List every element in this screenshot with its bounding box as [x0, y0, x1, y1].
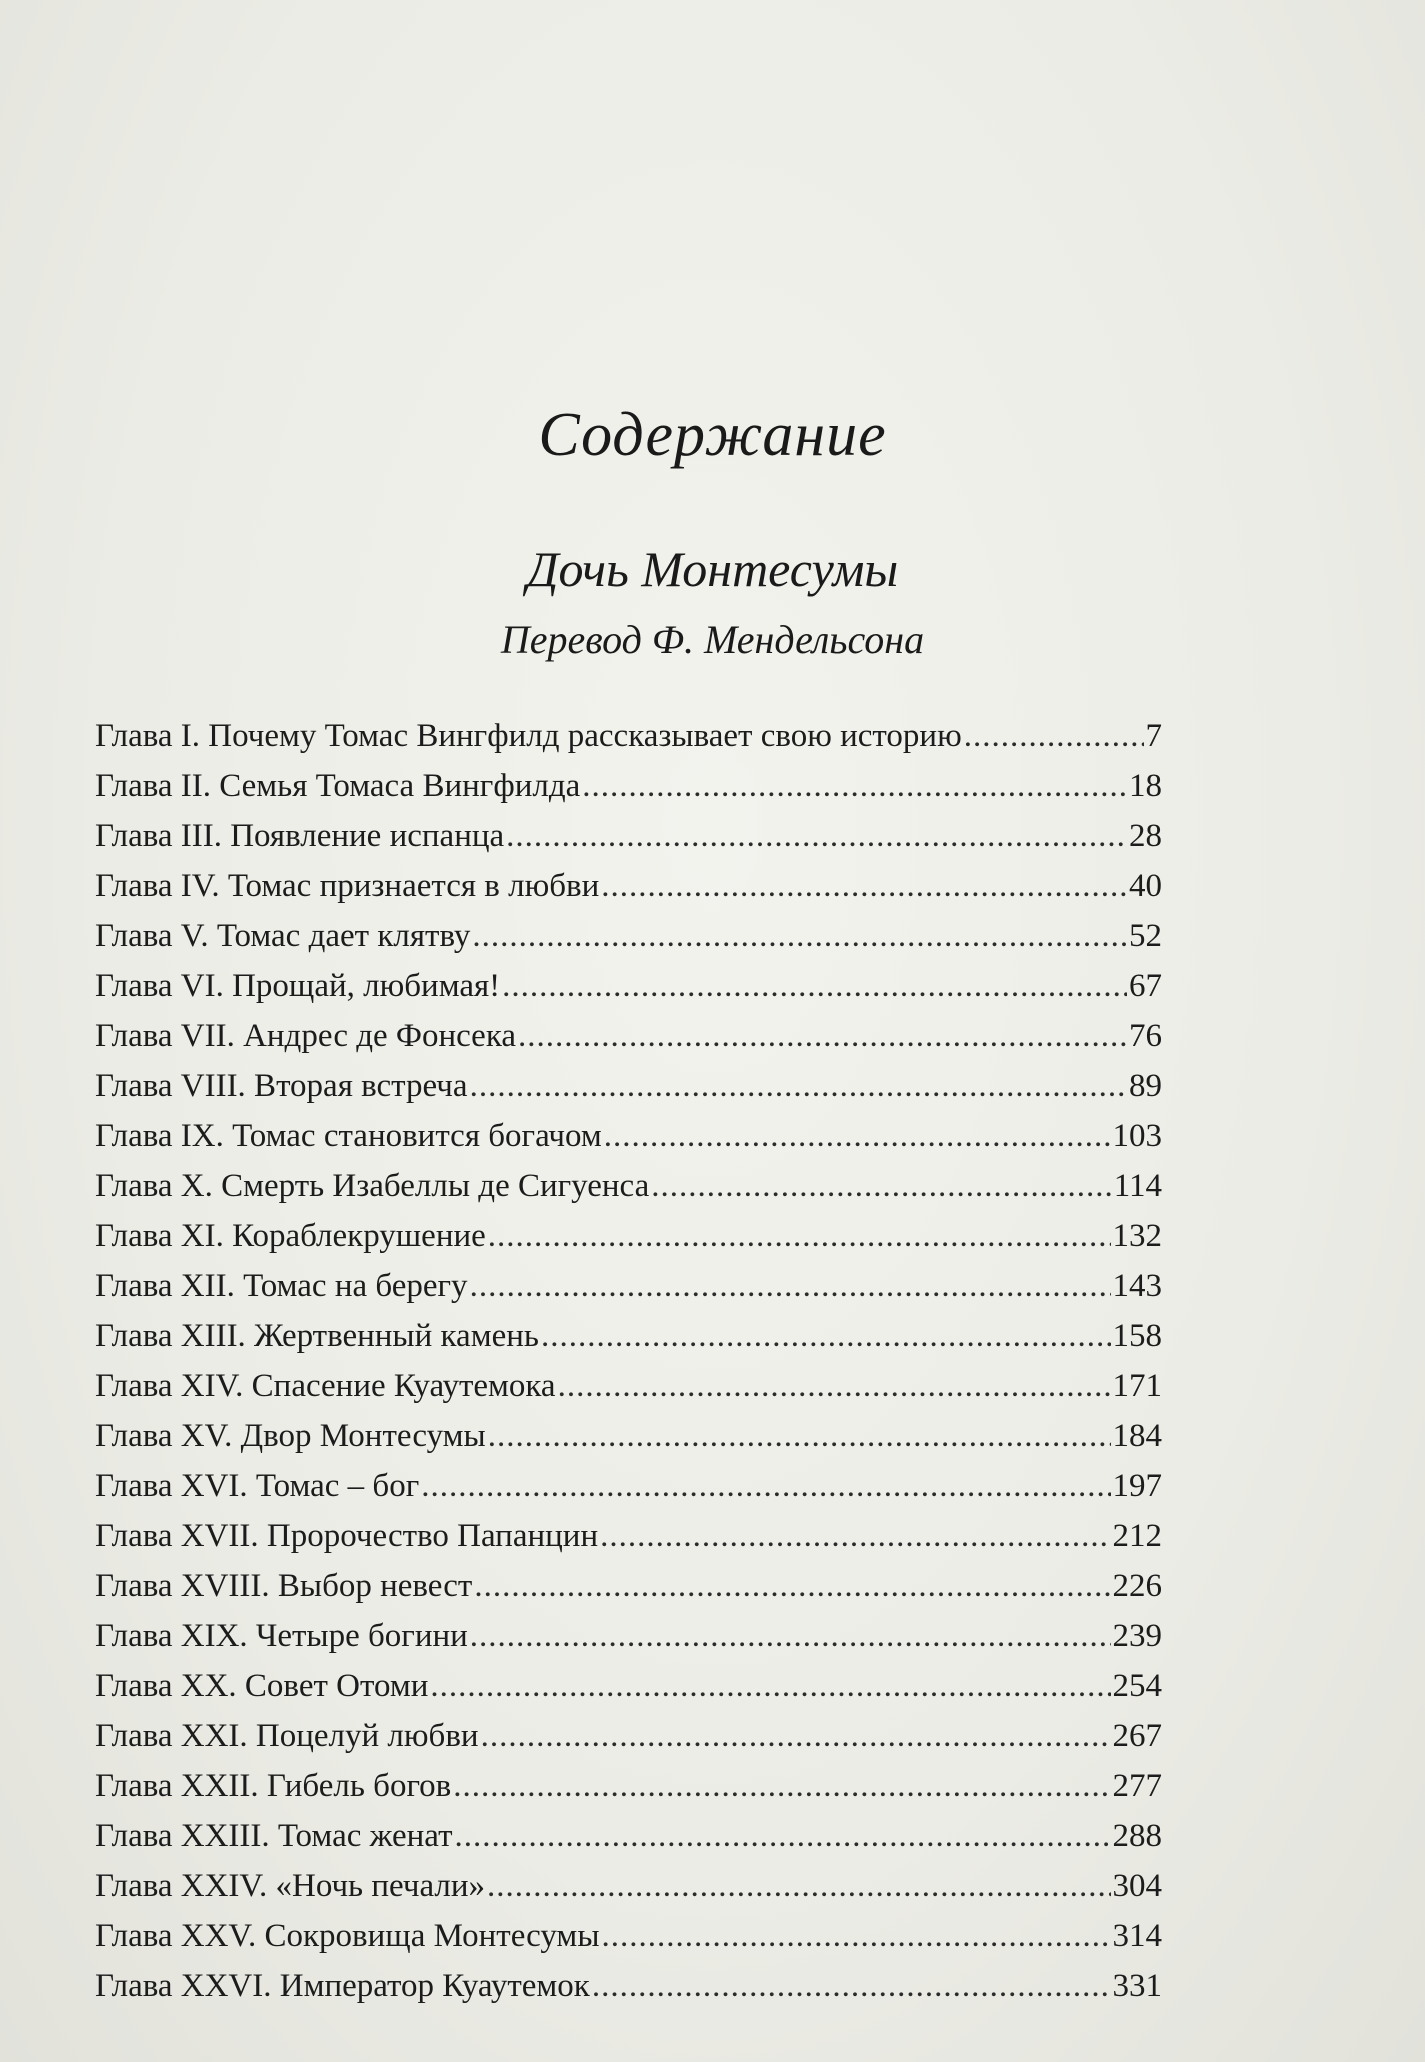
page-number: 314	[1112, 1918, 1162, 1954]
contents-title: Содержание	[538, 401, 887, 469]
page-number: 76	[1129, 1018, 1162, 1054]
page-number: 277	[1112, 1768, 1162, 1804]
dot-leader	[558, 1361, 1111, 1411]
dot-leader	[430, 1661, 1110, 1711]
dot-leader	[472, 911, 1127, 961]
toc-entry	[95, 1311, 1162, 1361]
dot-leader	[604, 1111, 1111, 1161]
translator-credit: Перевод Ф. Мендельсона	[500, 617, 925, 662]
toc-entry	[95, 1411, 1162, 1461]
dot-leader	[488, 1411, 1111, 1461]
page-number: 239	[1112, 1618, 1162, 1654]
page-number: 158	[1112, 1318, 1162, 1354]
toc-entry	[95, 1011, 1162, 1061]
chapter-title: Глава XXVI. Император Куаутемок	[95, 1968, 590, 2004]
dot-leader	[470, 1261, 1111, 1311]
dot-leader	[518, 1011, 1127, 1061]
page-number: 52	[1129, 918, 1162, 954]
toc-entry	[95, 1561, 1162, 1611]
toc-entry	[95, 1161, 1162, 1211]
page-number: 304	[1112, 1868, 1162, 1904]
chapter-title: Глава XV. Двор Монтесумы	[95, 1418, 486, 1454]
chapter-title: Глава VIII. Вторая встреча	[95, 1068, 468, 1104]
dot-leader	[506, 811, 1127, 861]
toc-entry	[95, 711, 1162, 761]
dot-leader	[421, 1461, 1110, 1511]
toc-entry	[95, 1111, 1162, 1161]
page-number: 18	[1129, 768, 1162, 804]
chapter-title: Глава IX. Томас становится богачом	[95, 1118, 602, 1154]
page-number: 254	[1112, 1668, 1162, 1704]
dot-leader	[592, 1961, 1111, 2011]
toc-entry	[95, 811, 1162, 861]
page-number: 114	[1113, 1168, 1162, 1204]
dot-leader	[488, 1211, 1111, 1261]
page-number: 171	[1112, 1368, 1162, 1404]
chapter-title: Глава V. Томас дает клятву	[95, 918, 471, 954]
page-number: 212	[1112, 1518, 1162, 1554]
chapter-title: Глава VII. Андрес де Фонсека	[95, 1018, 517, 1054]
page-number: 40	[1129, 868, 1162, 904]
page-number: 184	[1112, 1418, 1162, 1454]
toc-entry	[95, 761, 1162, 811]
page-number: 132	[1112, 1218, 1162, 1254]
chapter-title: Глава XIII. Жертвенный камень	[95, 1318, 539, 1354]
chapter-title: Глава XXV. Сокровища Монтесумы	[95, 1918, 600, 1954]
page-number: 197	[1112, 1468, 1162, 1504]
dot-leader	[470, 1061, 1127, 1111]
page-number: 288	[1112, 1818, 1162, 1854]
dot-leader	[487, 1861, 1110, 1911]
chapter-title: Глава XVIII. Выбор невест	[95, 1568, 473, 1604]
toc-entry	[95, 1261, 1162, 1311]
dot-leader	[582, 761, 1127, 811]
chapter-title: Глава XXIV. «Ночь печали»	[95, 1868, 486, 1904]
page-number: 89	[1129, 1068, 1162, 1104]
toc-entry	[95, 1461, 1162, 1511]
dot-leader	[453, 1761, 1110, 1811]
toc-entry	[95, 1761, 1162, 1811]
chapter-title: Глава IV. Томас признается в любви	[95, 868, 600, 904]
toc-entry	[95, 1511, 1162, 1561]
chapter-title: Глава XVI. Томас – бог	[95, 1468, 420, 1504]
chapter-title: Глава XIX. Четыре богини	[95, 1618, 468, 1654]
book-title: Дочь Монтесумы	[526, 541, 899, 597]
page-number: 103	[1112, 1118, 1162, 1154]
toc-entry	[95, 1961, 1162, 2011]
page-number: 28	[1129, 818, 1162, 854]
toc-entry	[95, 1061, 1162, 1111]
dot-leader	[481, 1711, 1111, 1761]
dot-leader	[600, 1511, 1110, 1561]
chapter-title: Глава X. Смерть Изабеллы де Сигуенса	[95, 1168, 650, 1204]
chapter-title: Глава XIV. Спасение Куаутемока	[95, 1368, 556, 1404]
dot-leader	[455, 1811, 1111, 1861]
toc-entry	[95, 1361, 1162, 1411]
dot-leader	[541, 1311, 1111, 1361]
chapter-title: Глава VI. Прощай, любимая!	[95, 968, 501, 1004]
chapter-title: Глава XXIII. Томас женат	[95, 1818, 453, 1854]
toc-entry	[95, 1811, 1162, 1861]
page-number: 143	[1112, 1268, 1162, 1304]
toc-entry	[95, 1711, 1162, 1761]
toc-entry	[95, 1861, 1162, 1911]
chapter-title: Глава XVII. Пророчество Папанцин	[95, 1518, 599, 1554]
dot-leader	[502, 961, 1127, 1011]
toc-entry	[95, 911, 1162, 961]
dot-leader	[601, 861, 1127, 911]
chapter-title: Глава III. Появление испанца	[95, 818, 505, 854]
chapter-title: Глава I. Почему Томас Вингфилд рассказывает свою историю	[95, 718, 962, 754]
chapter-title: Глава XII. Томас на берегу	[95, 1268, 468, 1304]
chapter-title: Глава XXII. Гибель богов	[95, 1768, 452, 1804]
table-of-contents	[95, 711, 1162, 2011]
dot-leader	[651, 1161, 1111, 1211]
toc-entry	[95, 1661, 1162, 1711]
page-number: 331	[1112, 1968, 1162, 2004]
toc-entry	[95, 1911, 1162, 1961]
chapter-title: Глава XI. Кораблекрушение	[95, 1218, 486, 1254]
toc-entry	[95, 961, 1162, 1011]
dot-leader	[474, 1561, 1110, 1611]
chapter-title: Глава XX. Совет Отоми	[95, 1668, 429, 1704]
chapter-title: Глава II. Семья Томаса Вингфилда	[95, 768, 581, 804]
page-number: 226	[1112, 1568, 1162, 1604]
page-number: 7	[1145, 718, 1162, 754]
dot-leader	[964, 711, 1144, 761]
toc-entry	[95, 1611, 1162, 1661]
dot-leader	[602, 1911, 1111, 1961]
page-number: 267	[1112, 1718, 1162, 1754]
toc-entry	[95, 861, 1162, 911]
page-number: 67	[1129, 968, 1162, 1004]
chapter-title: Глава XXI. Поцелуй любви	[95, 1718, 479, 1754]
dot-leader	[470, 1611, 1111, 1661]
toc-entry	[95, 1211, 1162, 1261]
